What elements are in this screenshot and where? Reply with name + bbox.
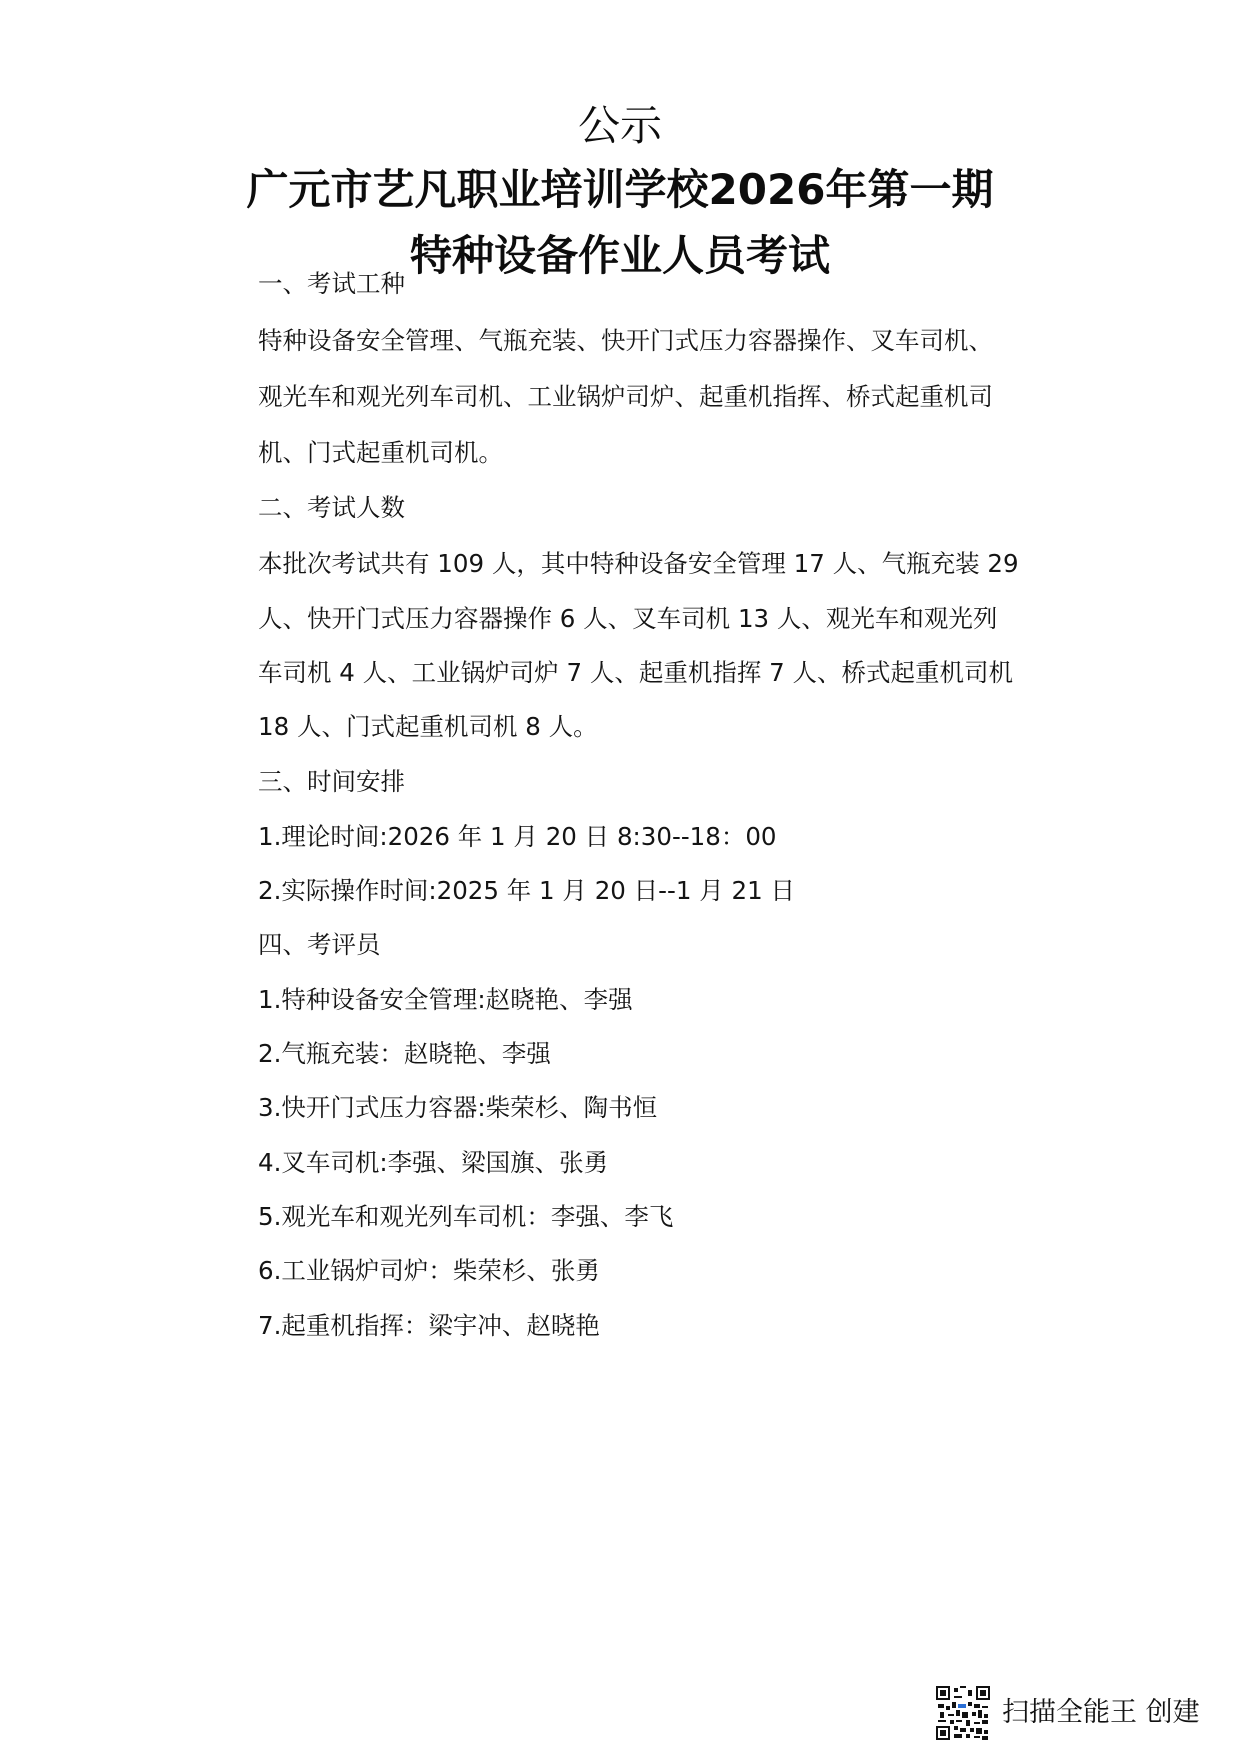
exam-count-line-3: 车司机 4 人、工业锅炉司炉 7 人、起重机指挥 7 人、桥式起重机司机	[258, 658, 1013, 687]
examiner-item-3: 3.快开门式压力容器:柴荣杉、陶书恒	[258, 1093, 658, 1122]
section-heading-exam-types: 一、考试工种	[258, 269, 405, 298]
notice-title: 公示	[577, 101, 662, 150]
exam-count-line-1: 本批次考试共有 109 人，其中特种设备安全管理 17 人、气瓶充装 29	[258, 549, 1019, 578]
section-heading-exam-count: 二、考试人数	[258, 493, 405, 522]
exam-types-line-3: 机、门式起重机司机。	[258, 438, 503, 467]
qr-code-icon	[936, 1686, 990, 1740]
school-title: 广元市艺凡职业培训学校2026年第一期	[246, 165, 994, 214]
examiner-item-6: 6.工业锅炉司炉：柴荣杉、张勇	[258, 1256, 600, 1285]
scanner-watermark: 扫描全能王 创建	[1002, 1697, 1200, 1728]
exam-count-line-4: 18 人、门式起重机司机 8 人。	[258, 712, 598, 741]
examiner-item-2: 2.气瓶充装：赵晓艳、李强	[258, 1039, 551, 1068]
exam-types-line-1: 特种设备安全管理、气瓶充装、快开门式压力容器操作、叉车司机、	[258, 326, 993, 355]
section-heading-examiners: 四、考评员	[258, 930, 381, 959]
schedule-practical-time: 2.实际操作时间:2025 年 1 月 20 日--1 月 21 日	[258, 876, 795, 905]
exam-count-line-2: 人、快开门式压力容器操作 6 人、叉车司机 13 人、观光车和观光列	[258, 604, 998, 633]
exam-title: 特种设备作业人员考试	[409, 231, 830, 280]
examiner-item-5: 5.观光车和观光列车司机：李强、李飞	[258, 1202, 674, 1231]
schedule-theory-time: 1.理论时间:2026 年 1 月 20 日 8:30--18：00	[258, 822, 777, 851]
examiner-item-4: 4.叉车司机:李强、梁国旗、张勇	[258, 1148, 609, 1177]
examiner-item-1: 1.特种设备安全管理:赵晓艳、李强	[258, 985, 633, 1014]
section-heading-schedule: 三、时间安排	[258, 767, 405, 796]
examiner-item-7: 7.起重机指挥：梁宇冲、赵晓艳	[258, 1311, 600, 1340]
exam-types-line-2: 观光车和观光列车司机、工业锅炉司炉、起重机指挥、桥式起重机司	[258, 382, 993, 411]
